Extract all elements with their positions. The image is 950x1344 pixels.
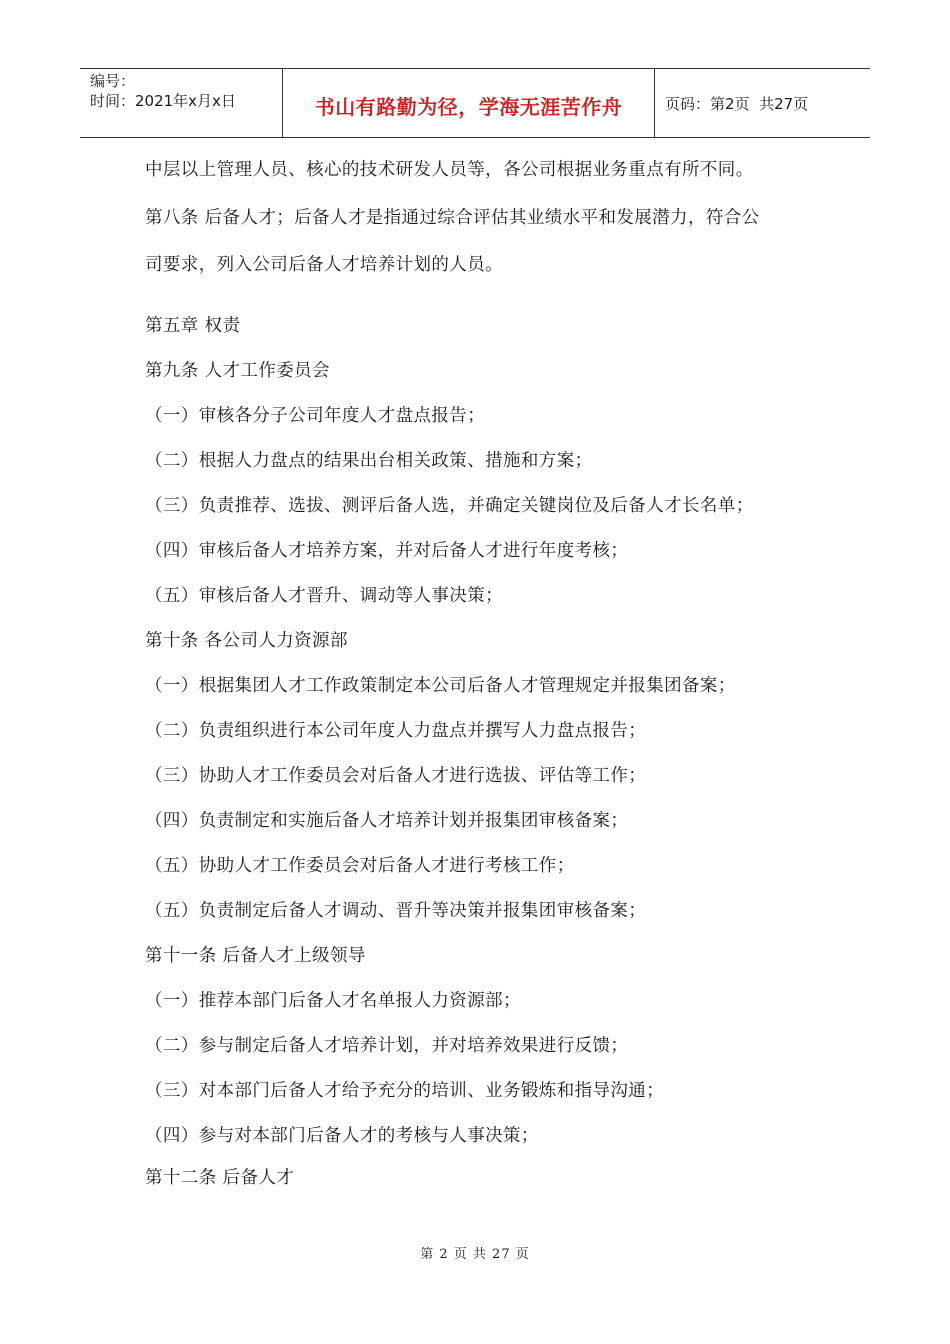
- list-item: （五）审核后备人才晋升、调动等人事决策；: [145, 586, 503, 606]
- header-page-cell: [655, 69, 870, 137]
- article-heading: 第十二条 后备人才: [145, 1168, 295, 1188]
- article-heading: 第十一条 后备人才上级领导: [145, 946, 366, 966]
- list-item: （二）负责组织进行本公司年度人力盘点并撰写人力盘点报告；: [145, 721, 647, 741]
- paragraph-line: 中层以上管理人员、核心的技术研发人员等，各公司根据业务重点有所不同。: [145, 160, 754, 180]
- list-item: （一）推荐本部门后备人才名单报人力资源部；: [145, 991, 521, 1011]
- article-heading: 第十条 各公司人力资源部: [145, 631, 348, 651]
- page-header: [80, 68, 870, 138]
- list-item: （三）协助人才工作委员会对后备人才进行选拔、评估等工作；: [145, 766, 647, 786]
- list-item: （二）参与制定后备人才培养计划，并对培养效果进行反馈；: [145, 1036, 629, 1056]
- header-page-number: 页码：第2页 共27页: [665, 95, 809, 113]
- chapter-heading: 第五章 权责: [145, 316, 241, 336]
- list-item: （一）根据集团人才工作政策制定本公司后备人才管理规定并报集团备案；: [145, 676, 736, 696]
- paragraph-line: 司要求，列入公司后备人才培养计划的人员。: [145, 255, 503, 275]
- list-item: （一）审核各分子公司年度人才盘点报告；: [145, 406, 486, 426]
- page-footer: 第 2 页 共 27 页: [420, 1247, 530, 1262]
- list-item: （三）对本部门后备人才给予充分的培训、业务锻炼和指导沟通；: [145, 1081, 665, 1101]
- list-item: （三）负责推荐、选拔、测评后备人选，并确定关键岗位及后备人才长名单；: [145, 496, 754, 516]
- list-item: （四）参与对本部门后备人才的考核与人事决策；: [145, 1126, 539, 1146]
- header-motto: 书山有路勤为径，学海无涯苦作舟: [314, 94, 623, 119]
- header-info-cell: [80, 69, 283, 137]
- list-item: （四）审核后备人才培养方案，并对后备人才进行年度考核；: [145, 541, 629, 561]
- document-time-label: 时间：2021年x月x日: [90, 92, 236, 110]
- list-item: （五）协助人才工作委员会对后备人才进行考核工作；: [145, 856, 575, 876]
- article-heading: 第九条 人才工作委员会: [145, 361, 330, 381]
- article-heading: 第八条 后备人才；后备人才是指通过综合评估其业绩水平和发展潜力，符合公: [145, 208, 760, 228]
- list-item: （四）负责制定和实施后备人才培养计划并报集团审核备案；: [145, 811, 629, 831]
- header-motto-cell: [283, 69, 655, 137]
- list-item: （二）根据人力盘点的结果出台相关政策、措施和方案；: [145, 451, 593, 471]
- document-number-label: 编号：: [90, 72, 136, 90]
- list-item: （五）负责制定后备人才调动、晋升等决策并报集团审核备案；: [145, 901, 647, 921]
